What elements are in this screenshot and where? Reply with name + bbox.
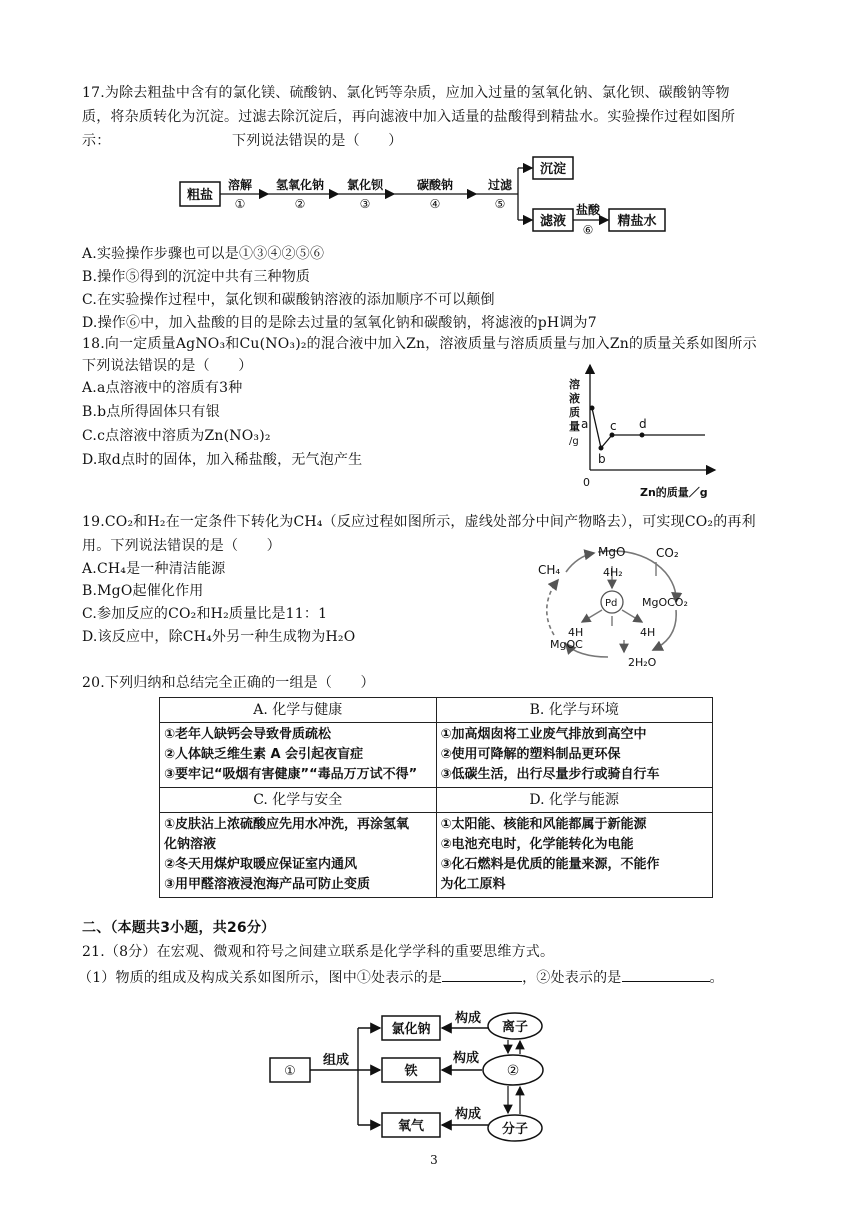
q17-line3a: 示：	[82, 133, 111, 149]
cycle-h-left: 4H	[568, 626, 584, 639]
q18-chart	[555, 360, 725, 500]
cell-a-item1: ①老年人缺钙会导致骨质疏松	[164, 727, 332, 742]
q19-line1: 19.CO₂和H₂在一定条件下转化为CH₄（反应过程如图所示，虚线处部分中间产物略去），可实现CO₂的再利	[82, 514, 756, 530]
diagram-build-3: 构成	[454, 1107, 482, 1122]
cell-d-item1: ①太阳能、核能和风能都属于新能源	[440, 817, 647, 832]
cell-d-item3b: 为化工原料	[440, 877, 506, 892]
flow-step4-num: ④	[429, 197, 441, 211]
q21-diagram	[268, 1000, 568, 1150]
chart-point-a: a	[581, 417, 589, 431]
flow-step6-label: 盐酸	[575, 203, 601, 217]
q21-line2c: 。	[709, 970, 724, 986]
cycle-co2: CO₂	[656, 546, 679, 560]
cell-c-item1: ①皮肤沾上浓硫酸应先用水冲洗，再涂氢氧	[164, 817, 410, 832]
q18-line1: 18.向一定质量AgNO₃和Cu(NO₃)₂的混合液中加入Zn，溶液质量与溶质质量与加入Zn的质量关系如图所示	[82, 336, 757, 352]
flow-step2-label: 氢氧化钠	[275, 178, 325, 192]
chart-ylabel-1: 溶	[569, 378, 580, 391]
chart-ylabel-2: 液	[569, 392, 580, 405]
diagram-compose-label: 组成	[322, 1053, 350, 1068]
cell-b-item2: ②使用可降解的塑料制品更环保	[440, 747, 621, 762]
cell-a-item3: ③要牢记“吸烟有害健康”“毒品万万试不得”	[164, 767, 418, 782]
cell-a-item2: ②人体缺乏维生素 A 会引起夜盲症	[164, 747, 364, 762]
flow-step4-label: 碳酸钠	[416, 178, 454, 192]
diagram-fe-text: 铁	[404, 1064, 418, 1079]
diagram-molecule-text: 分子	[501, 1122, 529, 1137]
diagram-ion-text: 离子	[501, 1020, 529, 1035]
chart-ylabel-4: 量	[569, 420, 580, 433]
cycle-pd: Pd	[605, 598, 618, 609]
q19-option-b: B.MgO起催化作用	[82, 583, 204, 599]
flow-filtrate-text: 滤液	[539, 214, 567, 229]
cell-a-head: A. 化学与健康	[160, 698, 437, 723]
chart-origin: 0	[583, 476, 590, 489]
cell-c-body	[160, 813, 437, 898]
chart-ylabel-3: 质	[569, 406, 580, 419]
cell-c-head: C. 化学与安全	[160, 788, 437, 813]
q21-line2b: ，②处表示的是	[522, 970, 622, 986]
cycle-h-right: 4H	[640, 626, 656, 639]
diagram-build-1: 构成	[454, 1011, 482, 1026]
section2-heading: 二、（本题共3小题，共26分）	[82, 920, 276, 936]
q21-line2a: （1）物质的组成及构成关系如图所示，图中①处表示的是	[78, 970, 443, 986]
cell-d-item2: ②电池充电时，化学能转化为电能	[440, 837, 634, 852]
q18-option-c: C.c点溶液中溶质为Zn(NO₃)₂	[82, 428, 271, 444]
cell-b-item1: ①加高烟囱将工业废气排放到高空中	[440, 727, 647, 742]
diagram-atom-text: ②	[506, 1063, 520, 1079]
flow-step5-label: 过滤	[487, 178, 513, 192]
q19-option-c: C.参加反应的CO₂和H₂质量比是11：1	[82, 606, 328, 622]
answer-blank-2[interactable]	[622, 967, 710, 982]
q17-line1: 17.为除去粗盐中含有的氯化镁、硫酸钠、氯化钙等杂质，应加入过量的氢氧化钠、氯化钡、碳酸钠等物	[82, 85, 730, 101]
cell-b-body	[436, 723, 713, 788]
q17-option-a: A.实验操作步骤也可以是①③④②⑤⑥	[82, 246, 325, 262]
cell-c-item3: ③用甲醛溶液浸泡海产品可防止变质	[164, 877, 371, 892]
cycle-mgoco2: MgOCO₂	[642, 596, 688, 609]
cell-c-item1b: 化钠溶液	[164, 837, 217, 852]
q21-line1: 21.（8分）在宏观、微观和符号之间建立联系是化学学科的重要思维方式。	[82, 944, 555, 960]
cell-c-item2: ②冬天用煤炉取暖应保证室内通风	[164, 857, 358, 872]
cell-a-body	[160, 723, 437, 788]
cell-b-item3: ③低碳生活，出行尽量步行或骑自行车	[440, 767, 660, 782]
q20-table	[159, 697, 713, 898]
chart-point-b: b	[598, 452, 606, 466]
chart-point-d: d	[639, 417, 647, 431]
chart-xlabel: Zn的质量／g	[640, 486, 708, 499]
cell-d-body	[436, 813, 713, 898]
q19-line2: 用。下列说法错误的是（ ）	[82, 538, 281, 554]
cycle-h2: 4H₂	[603, 566, 623, 579]
flow-step1-num: ①	[234, 197, 246, 211]
diagram-o2-text: 氧气	[397, 1119, 425, 1134]
page-number: 3	[430, 1153, 438, 1167]
q17-option-c: C.在实验操作过程中，氯化钡和碳酸钠溶液的添加顺序不可以颠倒	[82, 292, 495, 308]
q20-line1: 20.下列归纳和总结完全正确的一组是（ ）	[82, 675, 375, 691]
flow-step6-num: ⑥	[582, 223, 594, 237]
cycle-mgoc: MgOC	[550, 638, 583, 651]
flow-step5-num: ⑤	[494, 197, 506, 211]
cycle-h2o: 2H₂O	[628, 656, 657, 669]
q18-line2: 下列说法错误的是（ ）	[82, 358, 253, 374]
q19-option-d: D.该反应中，除CH₄外另一种生成物为H₂O	[82, 629, 356, 645]
cycle-ch4: CH₄	[538, 563, 561, 577]
answer-blank-1[interactable]	[442, 967, 522, 982]
flow-end-text: 精盐水	[617, 214, 657, 229]
q17-line2: 质，将杂质转化为沉淀。过滤去除沉淀后，再向滤液中加入适量的盐酸得到精盐水。实验操作过程如图所	[82, 109, 736, 125]
flow-step3-label: 氯化钡	[346, 178, 384, 192]
q21-line2	[78, 967, 724, 988]
chart-ylabel-5: /g	[569, 436, 579, 447]
diagram-box-1-text: ①	[284, 1064, 296, 1079]
diagram-build-2: 构成	[452, 1051, 480, 1066]
q17-option-d: D.操作⑥中，加入盐酸的目的是除去过量的氢氧化钠和碳酸钠，将滤液的pH调为7	[82, 315, 597, 331]
q18-option-b: B.b点所得固体只有银	[82, 404, 220, 420]
q18-option-d: D.取d点时的固体，加入稀盐酸，无气泡产生	[82, 452, 363, 468]
q17-flow-diagram	[170, 150, 710, 245]
flow-step1-label: 溶解	[227, 178, 253, 192]
q19-cycle-diagram	[528, 540, 708, 675]
cell-d-item3: ③化石燃料是优质的能量来源，不能作	[440, 857, 660, 872]
chart-point-c: c	[610, 419, 617, 433]
q17-line3b: 下列说法错误的是（ ）	[232, 133, 403, 149]
cell-d-head: D. 化学与能源	[436, 788, 713, 813]
flow-step3-num: ③	[359, 197, 371, 211]
q18-option-a: A.a点溶液中的溶质有3种	[82, 380, 243, 396]
q17-option-b: B.操作⑤得到的沉淀中共有三种物质	[82, 269, 311, 285]
flow-start-text: 粗盐	[186, 188, 214, 203]
flow-precipitate-text: 沉淀	[539, 162, 567, 177]
cell-b-head: B. 化学与环境	[436, 698, 713, 723]
cycle-mgo: MgO	[598, 545, 626, 559]
flow-step2-num: ②	[294, 197, 306, 211]
diagram-nacl-text: 氯化钠	[391, 1022, 431, 1037]
q19-option-a: A.CH₄是一种清洁能源	[82, 561, 226, 577]
